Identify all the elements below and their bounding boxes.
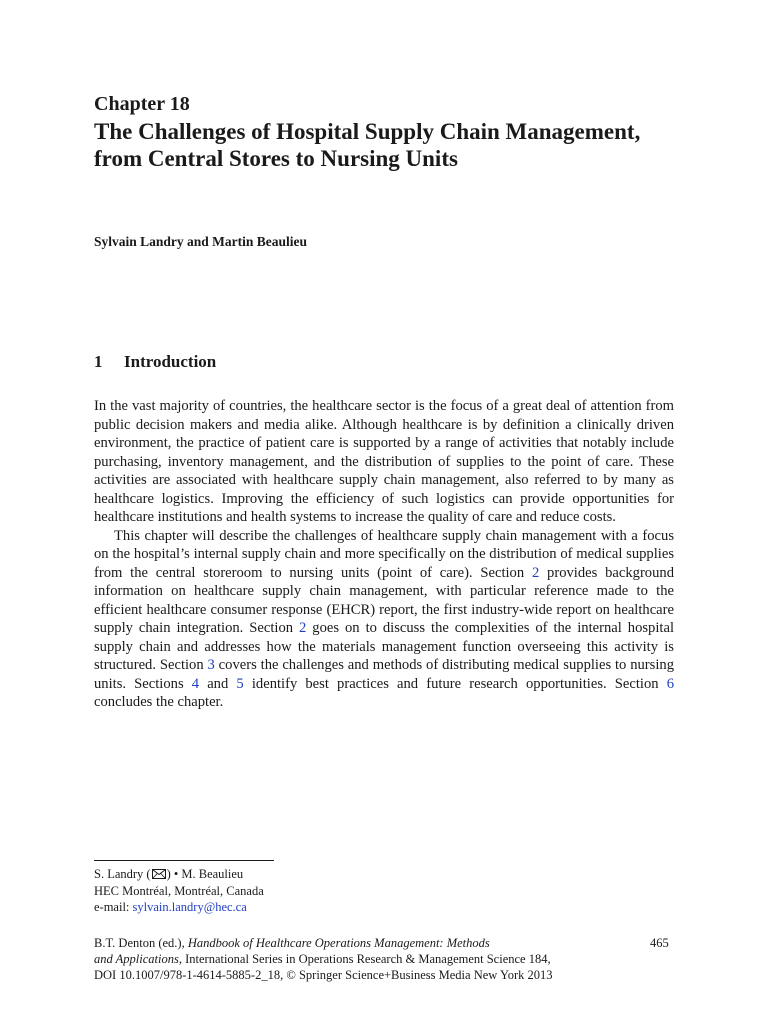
paragraph-2-text: goes on to discuss the complexities of the internal hospital supply chain and addresses how the materials management function overseeing this activity is structured. Section <box>94 620 675 673</box>
section-ref-link[interactable]: 4 <box>191 675 200 692</box>
footnote-author-2: ) • M. Beaulieu <box>166 867 244 881</box>
paragraph-2 <box>94 527 674 712</box>
paragraph-2-text: identify best practices and future research opportunities. Section <box>243 675 667 692</box>
body-text <box>94 397 674 712</box>
section-ref-link[interactable]: 2 <box>299 620 307 636</box>
paragraph-2-text: This chapter will describe the challenges of healthcare supply chain management with a focus on the hospital’s internal supply chain and more specifically on the distribution of medical supplies from the central storeroom to nursing units (point of care). Section <box>94 527 674 581</box>
footnote-email-line <box>94 899 654 915</box>
citation-line-1 <box>94 935 654 951</box>
footnote-authors <box>94 866 654 883</box>
section-ref-link[interactable]: 3 <box>207 657 215 673</box>
footnote-affiliation: HEC Montréal, Montréal, Canada <box>94 884 264 898</box>
section-ref-link[interactable]: 6 <box>666 675 674 692</box>
paragraph-2-text: covers the challenges and methods of distributing medical supplies to nursing units. Sections <box>94 657 674 692</box>
envelope-icon <box>152 867 166 883</box>
page-number: 465 <box>650 936 669 950</box>
section-heading <box>94 351 216 373</box>
footnote-author-1: S. Landry ( <box>94 867 151 881</box>
citation-line-3: DOI 10.1007/978-1-4614-5885-2_18, © Springer Science+Business Media New York 2013 <box>94 968 553 982</box>
citation-book-title: Handbook of Healthcare Operations Management: Methods <box>187 936 490 950</box>
email-link[interactable]: sylvain.landry@hec.ca <box>132 900 247 914</box>
footnote-divider <box>94 860 274 861</box>
section-ref-link[interactable]: 2 <box>531 564 540 581</box>
section-number: 1 <box>94 352 103 371</box>
email-label: e-mail: <box>94 900 133 914</box>
citation-series: , International Series in Operations Research & Management Science 184, <box>178 952 551 966</box>
citation-line-2 <box>94 951 654 967</box>
paragraph-2-text: provides background information on healthcare supply chain management, with particular reference made to the efficient healthcare consumer response (EHCR) report, the first industry-wide report on healthcare supply chain integration. Section <box>94 564 674 636</box>
paragraph-1: In the vast majority of countries, the healthcare sector is the focus of a great deal of attention from public decision makers and media alike. Although healthcare is by definition a clinically driven environment, the practice of patient care is supported by a range of activities that notably include purchasing, inventory management, and the distribution of supplies to the point of care. These activities are associated with healthcare supply chain management, also referred to by many as healthcare logistics. Improving the efficiency of such logistics can provide opportunities for healthcare institutions and health systems to increase the quality of care and reduce costs. <box>94 398 674 525</box>
section-title: Introduction <box>124 352 217 371</box>
paragraph-2-text: and <box>199 675 237 692</box>
chapter-authors: Sylvain Landry and Martin Beaulieu <box>94 234 308 249</box>
citation-book-title-cont: and Applications <box>94 952 179 966</box>
chapter-title: The Challenges of Hospital Supply Chain Management, from Central Stores to Nursing Units <box>94 119 641 171</box>
footnote <box>94 866 654 915</box>
section-ref-link[interactable]: 5 <box>236 675 244 692</box>
chapter-label: Chapter 18 <box>94 93 190 115</box>
citation <box>94 935 654 983</box>
citation-editor: B.T. Denton (ed.), <box>94 936 188 950</box>
paragraph-2-text: concludes the chapter. <box>94 694 224 710</box>
